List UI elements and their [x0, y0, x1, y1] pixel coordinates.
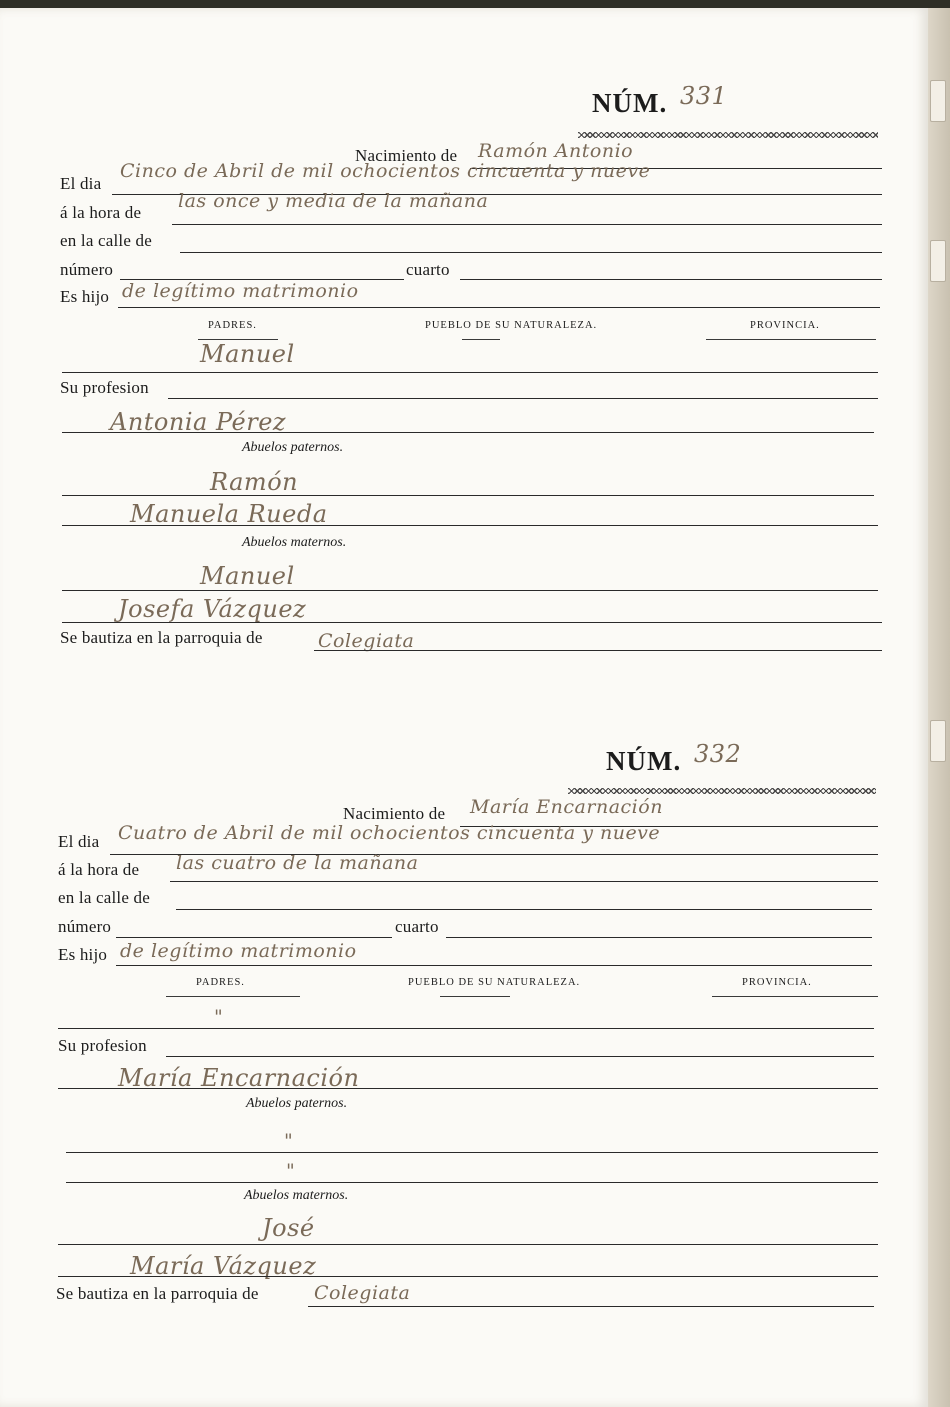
- madre-value: Antonia Pérez: [110, 408, 287, 436]
- hijo-value: de legítimo matrimonio: [122, 280, 359, 302]
- col-padres: PADRES.: [208, 320, 257, 331]
- abuela-paterna-value: ": [286, 1160, 296, 1182]
- col-padres: PADRES.: [196, 977, 245, 988]
- abuelo-materno-line: [62, 590, 878, 591]
- hijo-line: [118, 307, 880, 308]
- abuelo-materno-line: [58, 1244, 878, 1245]
- col-pueblo-rule: [440, 996, 510, 997]
- abuela-materna-line: [58, 1276, 878, 1277]
- abuelos-maternos-label: Abuelos maternos.: [244, 1188, 349, 1203]
- padre-value: ": [214, 1006, 224, 1028]
- cuarto-label: cuarto: [406, 260, 450, 279]
- parroquia-label: Se bautiza en la parroquia de: [56, 1284, 259, 1303]
- dia-label: El dia: [60, 174, 102, 193]
- ornament-rule: [568, 788, 876, 794]
- dia-label: El dia: [58, 832, 100, 851]
- binding-tab: [930, 80, 946, 122]
- padre-line: [58, 1028, 874, 1029]
- hijo-line: [116, 965, 872, 966]
- entry-number-value: 332: [694, 740, 742, 768]
- hora-value: las once y media de la mañana: [178, 190, 489, 212]
- parroquia-value: Colegiata: [314, 1282, 411, 1304]
- col-pueblo-rule: [462, 339, 500, 340]
- abuelos-paternos-label: Abuelos paternos.: [242, 440, 344, 455]
- numero-line: [116, 937, 392, 938]
- entry-number-value: 331: [680, 82, 728, 110]
- profesion-label: Su profesion: [58, 1036, 147, 1055]
- ornament-rule: [578, 132, 878, 138]
- padre-line: [62, 372, 878, 373]
- profesion-label: Su profesion: [60, 378, 149, 397]
- profesion-line: [168, 398, 878, 399]
- hora-value: las cuatro de la mañana: [176, 852, 419, 874]
- calle-label: en la calle de: [58, 888, 150, 907]
- hijo-label: Es hijo: [60, 287, 110, 306]
- col-pueblo: PUEBLO DE SU NATURALEZA.: [408, 977, 581, 988]
- abuelo-materno-value: José: [262, 1214, 315, 1242]
- parroquia-value: Colegiata: [318, 630, 415, 652]
- hijo-value: de legítimo matrimonio: [120, 940, 357, 962]
- abuela-materna-value: Josefa Vázquez: [118, 595, 307, 623]
- nacimiento-label: Nacimiento de: [343, 804, 446, 823]
- col-provincia: PROVINCIA.: [750, 320, 820, 331]
- parroquia-line: [314, 650, 882, 651]
- abuelos-maternos-label: Abuelos maternos.: [242, 535, 347, 550]
- page-spine: [928, 8, 950, 1407]
- abuela-materna-line: [62, 622, 882, 623]
- parroquia-label: Se bautiza en la parroquia de: [60, 628, 263, 647]
- cuarto-label: cuarto: [395, 917, 439, 936]
- abuela-paterna-line: [62, 525, 878, 526]
- hijo-label: Es hijo: [58, 945, 108, 964]
- abuela-materna-value: María Vázquez: [130, 1252, 317, 1280]
- binding-tab: [930, 720, 946, 762]
- binding-edge: [0, 0, 950, 8]
- cuarto-line: [460, 279, 882, 280]
- abuela-paterna-line: [66, 1182, 878, 1183]
- binding-tab: [930, 240, 946, 282]
- dia-value: Cuatro de Abril de mil ochocientos cincuenta y nueve: [118, 822, 661, 844]
- calle-line: [180, 252, 882, 253]
- hora-label: á la hora de: [60, 203, 142, 222]
- cuarto-line: [446, 937, 872, 938]
- nacimiento-label: Nacimiento de: [355, 146, 458, 165]
- profesion-line: [166, 1056, 874, 1057]
- numero-label: número: [58, 917, 112, 936]
- nacimiento-value: María Encarnación: [470, 796, 663, 818]
- abuelo-paterno-line: [66, 1152, 878, 1153]
- abuelo-paterno-line: [62, 495, 874, 496]
- madre-line: [58, 1088, 878, 1089]
- hora-line: [170, 881, 878, 882]
- abuelo-paterno-value: ": [284, 1130, 294, 1152]
- entry-number-label: NÚM.: [606, 746, 682, 776]
- madre-line: [62, 432, 874, 433]
- abuela-paterna-value: Manuela Rueda: [130, 500, 328, 528]
- parroquia-line: [308, 1306, 874, 1307]
- dia-value: Cinco de Abril de mil ochocientos cincuenta y nueve: [120, 160, 651, 182]
- numero-label: número: [60, 260, 114, 279]
- padre-value: Manuel: [200, 340, 295, 368]
- calle-line: [176, 909, 872, 910]
- abuelos-paternos-label: Abuelos paternos.: [246, 1096, 348, 1111]
- col-provincia: PROVINCIA.: [742, 977, 812, 988]
- entry-number-label: NÚM.: [592, 88, 668, 118]
- nacimiento-value: Ramón Antonio: [478, 140, 634, 162]
- col-padres-rule: [166, 996, 300, 997]
- abuelo-materno-value: Manuel: [200, 562, 295, 590]
- hora-line: [172, 224, 882, 225]
- madre-value: María Encarnación: [118, 1064, 360, 1092]
- abuelo-paterno-value: Ramón: [210, 468, 299, 496]
- hora-label: á la hora de: [58, 860, 140, 879]
- col-pueblo: PUEBLO DE SU NATURALEZA.: [425, 320, 598, 331]
- calle-label: en la calle de: [60, 231, 152, 250]
- col-provincia-rule: [712, 996, 878, 997]
- col-provincia-rule: [706, 339, 876, 340]
